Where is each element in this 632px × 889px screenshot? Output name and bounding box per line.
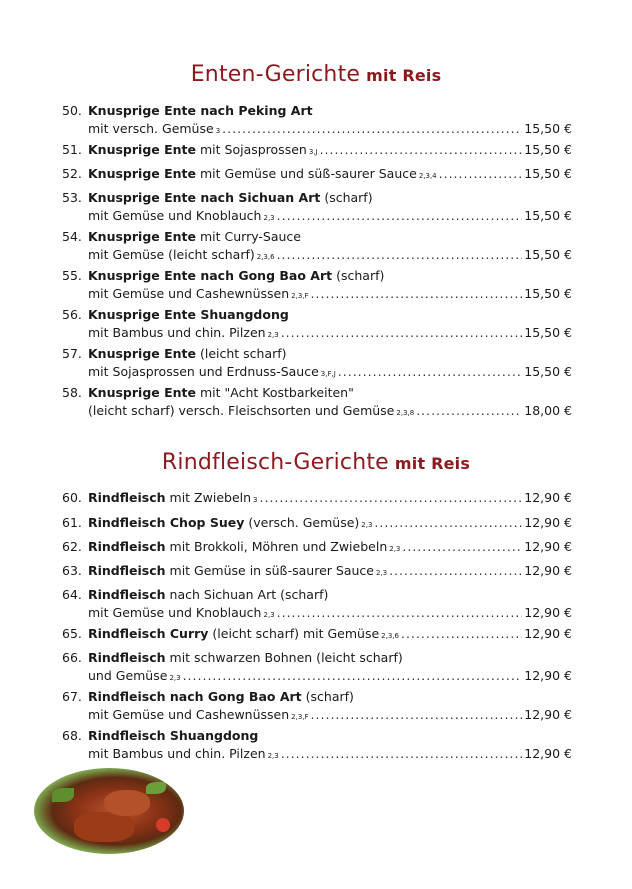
item-body bbox=[88, 141, 572, 161]
dish-description: mit Sojasprossen bbox=[199, 142, 307, 157]
item-detail-line bbox=[88, 745, 572, 765]
dish-name: Knusprige Ente bbox=[88, 346, 196, 361]
item-detail-line bbox=[88, 207, 572, 227]
menu-item bbox=[62, 489, 572, 509]
allergen-codes: 2,3 bbox=[375, 569, 388, 577]
item-number: 55. bbox=[62, 268, 82, 283]
item-number: 61. bbox=[62, 515, 82, 530]
item-price: 15,50 € bbox=[524, 364, 572, 379]
item-detail-line bbox=[88, 246, 572, 266]
dish-description: mit versch. Gemüse bbox=[88, 121, 214, 136]
allergen-codes: 2,3,F bbox=[291, 713, 309, 721]
allergen-codes: 2,3,F bbox=[291, 292, 309, 300]
dish-name: Knusprige Ente bbox=[88, 142, 196, 157]
item-title-line bbox=[88, 384, 572, 402]
item-price: 12,90 € bbox=[524, 539, 572, 554]
allergen-codes: 3 bbox=[215, 127, 221, 135]
item-detail-line bbox=[88, 604, 572, 624]
dot-leader bbox=[281, 324, 523, 342]
item-price: 12,90 € bbox=[524, 668, 572, 683]
item-body bbox=[88, 384, 572, 422]
item-title-line bbox=[88, 538, 572, 558]
item-body bbox=[88, 727, 572, 765]
dot-leader bbox=[183, 667, 523, 685]
dish-name: Knusprige Ente nach Gong Bao Art bbox=[88, 268, 333, 283]
item-number: 65. bbox=[62, 626, 82, 641]
dot-leader bbox=[374, 514, 522, 532]
roast-duck-dish-photo bbox=[34, 768, 184, 854]
item-number: 67. bbox=[62, 689, 82, 704]
item-body bbox=[88, 189, 572, 227]
item-price: 15,50 € bbox=[524, 142, 572, 157]
dot-leader bbox=[389, 562, 522, 580]
item-body bbox=[88, 228, 572, 266]
item-detail-line bbox=[88, 324, 572, 344]
item-detail-line bbox=[88, 667, 572, 687]
item-body bbox=[88, 267, 572, 305]
menu-item bbox=[62, 267, 572, 305]
allergen-codes: 2,3 bbox=[389, 545, 401, 553]
item-title-line bbox=[88, 562, 572, 582]
menu-item bbox=[62, 586, 572, 624]
dot-leader bbox=[277, 604, 523, 622]
dish-description: mit Sojasprossen und Erdnuss-Sauce bbox=[88, 364, 319, 379]
item-price: 12,90 € bbox=[524, 746, 572, 761]
item-body bbox=[88, 514, 572, 534]
dish-name: Rindfleisch nach Gong Bao Art bbox=[88, 689, 302, 704]
menu-item bbox=[62, 688, 572, 726]
dot-leader bbox=[281, 745, 523, 763]
allergen-codes: 2,3,6 bbox=[381, 632, 399, 640]
item-price: 15,50 € bbox=[524, 208, 572, 223]
dish-description: (scharf) bbox=[336, 268, 385, 283]
menu-item bbox=[62, 625, 572, 645]
dish-name: Rindfleisch bbox=[88, 539, 166, 554]
menu-item bbox=[62, 514, 572, 534]
dish-description: (leicht scharf) bbox=[199, 346, 287, 361]
menu-item bbox=[62, 384, 572, 422]
dish-name: Knusprige Ente bbox=[88, 229, 196, 244]
item-body bbox=[88, 586, 572, 624]
dot-leader bbox=[401, 625, 522, 643]
dot-leader bbox=[277, 246, 523, 264]
menu-item bbox=[62, 189, 572, 227]
item-price: 15,50 € bbox=[524, 325, 572, 340]
item-number: 63. bbox=[62, 563, 82, 578]
dish-name: Rindfleisch bbox=[88, 587, 166, 602]
item-price: 12,90 € bbox=[524, 515, 572, 530]
item-price: 15,50 € bbox=[524, 247, 572, 262]
item-title-line bbox=[88, 688, 572, 706]
item-body bbox=[88, 649, 572, 687]
item-body bbox=[88, 165, 572, 185]
allergen-codes: 2,3 bbox=[169, 674, 181, 682]
menu-item bbox=[62, 345, 572, 383]
dish-description: mit Gemüse in süß-saurer Sauce bbox=[169, 563, 374, 578]
dot-leader bbox=[439, 165, 523, 183]
item-detail-line bbox=[88, 120, 572, 140]
item-title-line bbox=[88, 141, 572, 161]
item-detail-line bbox=[88, 363, 572, 383]
dish-name: Rindfleisch Chop Suey bbox=[88, 515, 245, 530]
dish-name: Rindfleisch bbox=[88, 490, 166, 505]
item-body bbox=[88, 489, 572, 509]
item-title-line bbox=[88, 165, 572, 185]
menu-item bbox=[62, 306, 572, 344]
item-number: 53. bbox=[62, 190, 82, 205]
item-price: 15,50 € bbox=[524, 166, 572, 181]
dish-description: mit "Acht Kostbarkeiten" bbox=[199, 385, 354, 400]
item-title-line bbox=[88, 625, 572, 645]
dish-description: mit Gemüse und Knoblauch bbox=[88, 208, 262, 223]
dish-name: Knusprige Ente bbox=[88, 166, 196, 181]
menu-item bbox=[62, 141, 572, 161]
dish-description: mit Brokkoli, Möhren und Zwiebeln bbox=[169, 539, 388, 554]
dish-description: mit Gemüse und Knoblauch bbox=[88, 605, 262, 620]
dish-name: Rindfleisch Shuangdong bbox=[88, 728, 259, 743]
menu-item bbox=[62, 228, 572, 266]
item-detail-line bbox=[88, 285, 572, 305]
item-number: 58. bbox=[62, 385, 82, 400]
item-number: 54. bbox=[62, 229, 82, 244]
item-price: 12,90 € bbox=[524, 605, 572, 620]
dot-leader bbox=[277, 207, 523, 225]
item-price: 15,50 € bbox=[524, 286, 572, 301]
item-price: 12,90 € bbox=[524, 563, 572, 578]
dot-leader bbox=[260, 489, 523, 507]
item-number: 57. bbox=[62, 346, 82, 361]
item-detail-line bbox=[88, 706, 572, 726]
dish-description: mit Bambus und chin. Pilzen bbox=[88, 325, 266, 340]
dish-description: mit Gemüse und süß-saurer Sauce bbox=[199, 166, 417, 181]
dish-name: Rindfleisch Curry bbox=[88, 626, 209, 641]
allergen-codes: 2,3,6 bbox=[256, 253, 275, 261]
item-body bbox=[88, 625, 572, 645]
dot-leader bbox=[416, 402, 522, 420]
dish-description: mit Zwiebeln bbox=[169, 490, 252, 505]
section-title-beef: Rindfleisch-Gerichte mit Reis bbox=[161, 450, 471, 475]
dish-description: mit Bambus und chin. Pilzen bbox=[88, 746, 266, 761]
item-body bbox=[88, 345, 572, 383]
dish-name: Rindfleisch bbox=[88, 650, 166, 665]
item-number: 52. bbox=[62, 166, 82, 181]
dish-description: mit Curry-Sauce bbox=[199, 229, 301, 244]
allergen-codes: 3,F,J bbox=[320, 370, 336, 378]
menu-item bbox=[62, 727, 572, 765]
item-number: 51. bbox=[62, 142, 82, 157]
item-title-line bbox=[88, 345, 572, 363]
menu-item bbox=[62, 165, 572, 185]
item-number: 62. bbox=[62, 539, 82, 554]
item-number: 68. bbox=[62, 728, 82, 743]
item-number: 56. bbox=[62, 307, 82, 322]
item-title-line bbox=[88, 189, 572, 207]
menu-item bbox=[62, 102, 572, 140]
dish-name: Rindfleisch bbox=[88, 563, 166, 578]
dish-description: und Gemüse bbox=[88, 668, 168, 683]
dish-name: Knusprige Ente nach Peking Art bbox=[88, 103, 313, 118]
dish-description: mit schwarzen Bohnen (leicht scharf) bbox=[169, 650, 403, 665]
allergen-codes: 2,3,4 bbox=[418, 172, 437, 180]
item-detail-line bbox=[88, 402, 572, 422]
item-number: 66. bbox=[62, 650, 82, 665]
item-price: 15,50 € bbox=[524, 121, 572, 136]
item-number: 60. bbox=[62, 490, 82, 505]
dish-name: Knusprige Ente Shuangdong bbox=[88, 307, 289, 322]
item-price: 12,90 € bbox=[524, 707, 572, 722]
item-price: 12,90 € bbox=[524, 490, 572, 505]
item-body bbox=[88, 306, 572, 344]
item-body bbox=[88, 538, 572, 558]
item-number: 64. bbox=[62, 587, 82, 602]
allergen-codes: 2,3 bbox=[267, 331, 279, 339]
dish-name: Knusprige Ente nach Sichuan Art bbox=[88, 190, 321, 205]
item-body bbox=[88, 102, 572, 140]
dish-description: (scharf) bbox=[324, 190, 373, 205]
dish-description: (versch. Gemüse) bbox=[248, 515, 360, 530]
dot-leader bbox=[222, 120, 522, 138]
allergen-codes: 2,3 bbox=[361, 521, 373, 529]
item-title-line bbox=[88, 489, 572, 509]
item-title-line bbox=[88, 228, 572, 246]
menu-item bbox=[62, 538, 572, 558]
item-title-line bbox=[88, 267, 572, 285]
dot-leader bbox=[338, 363, 523, 381]
item-title-line bbox=[88, 727, 572, 745]
item-price: 18,00 € bbox=[524, 403, 572, 418]
menu-item bbox=[62, 649, 572, 687]
item-title-line bbox=[88, 306, 572, 324]
dish-description: (scharf) bbox=[305, 689, 354, 704]
dish-description: mit Gemüse und Cashewnüssen bbox=[88, 707, 290, 722]
allergen-codes: 2,3 bbox=[263, 611, 275, 619]
dish-description: mit Gemüse (leicht scharf) bbox=[88, 247, 255, 262]
dish-description: mit Gemüse und Cashewnüssen bbox=[88, 286, 290, 301]
item-number: 50. bbox=[62, 103, 82, 118]
section-title-duck: Enten-Gerichte mit Reis bbox=[190, 62, 442, 87]
dot-leader bbox=[311, 285, 523, 303]
allergen-codes: 2,3 bbox=[267, 752, 279, 760]
allergen-codes: 3 bbox=[253, 496, 258, 504]
dot-leader bbox=[320, 141, 523, 159]
dish-description: (leicht scharf) versch. Fleischsorten und Gemüse bbox=[88, 403, 395, 418]
allergen-codes: 3,J bbox=[308, 148, 318, 156]
dot-leader bbox=[311, 706, 523, 724]
item-title-line bbox=[88, 102, 572, 120]
allergen-codes: 2,3,8 bbox=[396, 409, 415, 417]
dot-leader bbox=[402, 538, 522, 556]
item-title-line bbox=[88, 649, 572, 667]
dish-description: nach Sichuan Art (scharf) bbox=[169, 587, 329, 602]
allergen-codes: 2,3 bbox=[263, 214, 275, 222]
dish-description: (leicht scharf) mit Gemüse bbox=[212, 626, 380, 641]
item-price: 12,90 € bbox=[524, 626, 572, 641]
dish-name: Knusprige Ente bbox=[88, 385, 196, 400]
item-body bbox=[88, 562, 572, 582]
menu-item bbox=[62, 562, 572, 582]
item-title-line bbox=[88, 514, 572, 534]
item-title-line bbox=[88, 586, 572, 604]
item-body bbox=[88, 688, 572, 726]
